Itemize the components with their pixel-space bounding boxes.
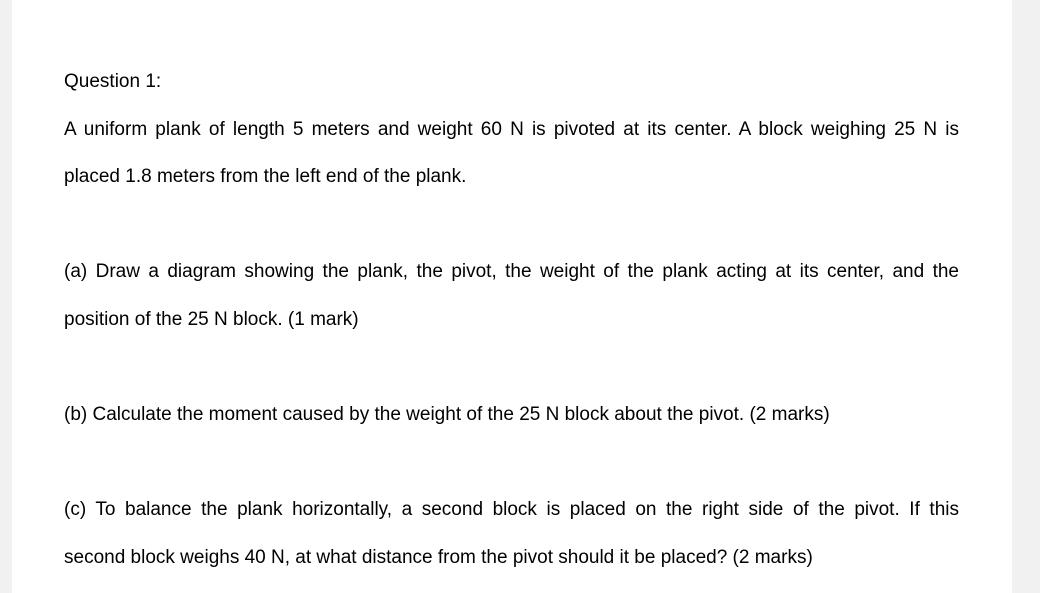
viewer-scrollbar-track[interactable]	[1012, 0, 1040, 593]
part-c-line-2: second block weighs 40 N, at what distance from the pivot should it be placed? (2 marks)	[64, 547, 813, 568]
viewer-margin-left	[0, 0, 12, 593]
question-heading: Question 1:	[64, 71, 162, 92]
document-page	[12, 0, 1012, 593]
part-c-line-1: (c) To balance the plank horizontally, a second block is placed on the right side of the pivot. If this	[64, 499, 959, 520]
part-b-line-1: (b) Calculate the moment caused by the weight of the 25 N block about the pivot. (2 marks)	[64, 404, 830, 425]
intro-text-line-1: A uniform plank of length 5 meters and weight 60 N is pivoted at its center. A block weighing 25 N is	[64, 119, 959, 140]
intro-text-line-2: placed 1.8 meters from the left end of the plank.	[64, 166, 467, 187]
part-a-line-2: position of the 25 N block. (1 mark)	[64, 309, 359, 330]
part-a-line-1: (a) Draw a diagram showing the plank, the pivot, the weight of the plank acting at its center, and the	[64, 261, 959, 282]
